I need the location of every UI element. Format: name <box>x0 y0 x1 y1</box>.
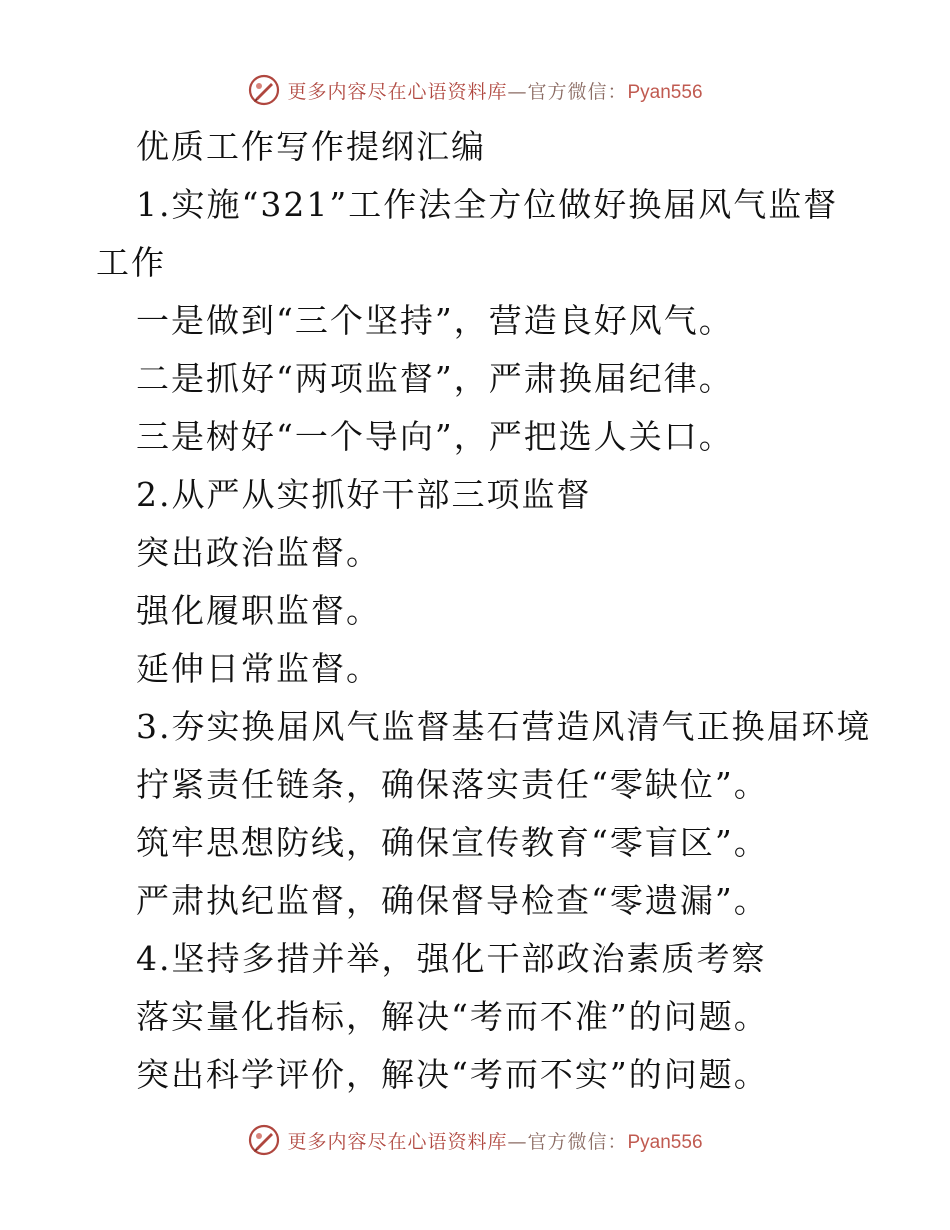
text-line: 4.坚持多措并举，强化干部政治素质考察 <box>136 939 767 978</box>
watermark-text <box>287 77 702 104</box>
text-line: 工作 <box>96 243 166 282</box>
watermark-wechat-id: Pyan556 <box>627 81 703 103</box>
header-watermark <box>0 70 950 110</box>
pen-logo-icon <box>247 73 281 107</box>
text-line: 3.夯实换届风气监督基石营造风清气正换届环境 <box>136 707 872 746</box>
watermark-official: —官方微信： <box>507 80 628 103</box>
text-line: 三是树好“一个导向”，严把选人关口。 <box>136 417 734 456</box>
text-line: 严肃执纪监督，确保督导检查“零遗漏”。 <box>136 881 769 920</box>
footer-watermark <box>0 1120 950 1160</box>
text-line: 突出科学评价，解决“考而不实”的问题。 <box>136 1055 769 1094</box>
text-line: 二是抓好“两项监督”，严肃换届纪律。 <box>136 359 734 398</box>
document-body <box>96 118 872 1104</box>
text-line: 筑牢思想防线，确保宣传教育“零盲区”。 <box>136 823 769 862</box>
text-line: 1.实施“321”工作法全方位做好换届风气监督 <box>136 185 839 224</box>
text-line: 2.从严从实抓好干部三项监督 <box>136 475 592 514</box>
document-title: 优质工作写作提纲汇编 <box>136 127 486 166</box>
watermark-wechat-id: Pyan556 <box>627 1131 703 1153</box>
text-line: 一是做到“三个坚持”，营造良好风气。 <box>136 301 734 340</box>
watermark-text <box>287 1127 702 1154</box>
text-line: 延伸日常监督。 <box>136 649 381 688</box>
text-line: 落实量化指标，解决“考而不准”的问题。 <box>136 997 769 1036</box>
watermark-official: —官方微信： <box>507 1130 628 1153</box>
text-line: 强化履职监督。 <box>136 591 381 630</box>
watermark-main: 更多内容尽在心语资料库 <box>287 80 508 103</box>
pen-logo-icon <box>247 1123 281 1157</box>
watermark-main: 更多内容尽在心语资料库 <box>287 1130 508 1153</box>
text-line: 突出政治监督。 <box>136 533 381 572</box>
text-line: 拧紧责任链条，确保落实责任“零缺位”。 <box>136 765 769 804</box>
